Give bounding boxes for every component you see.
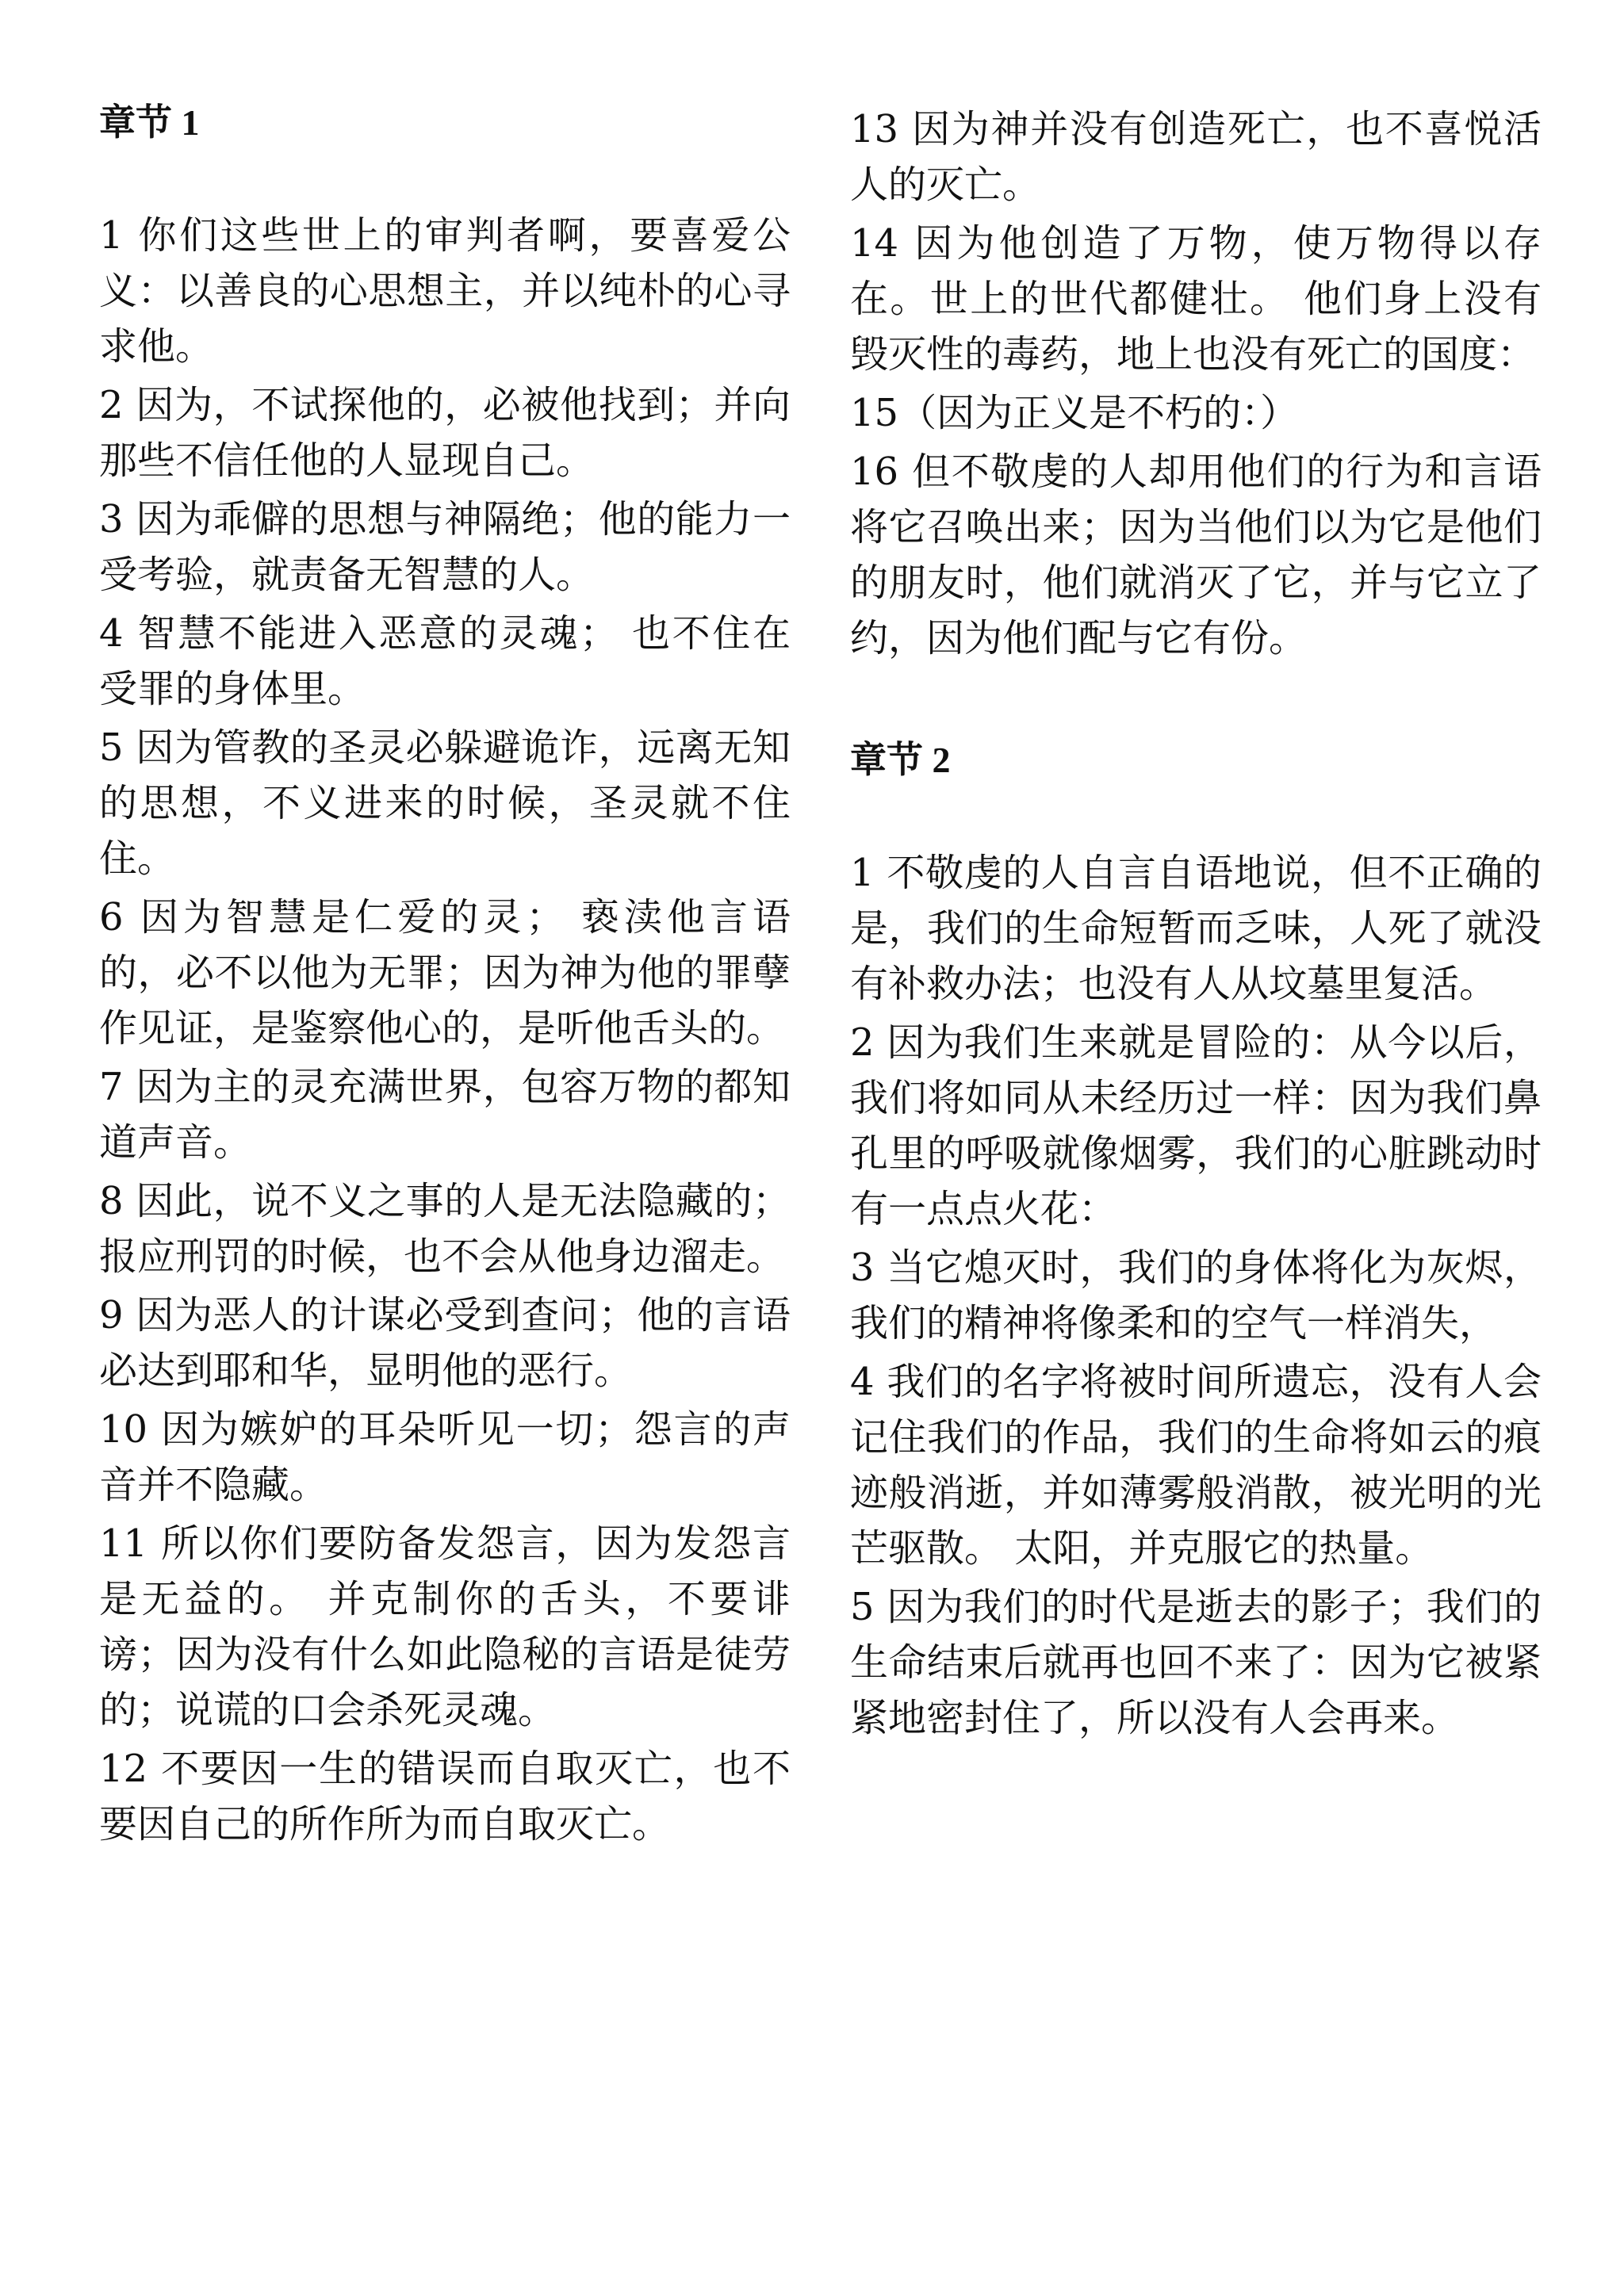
chapter-1-heading: 章节 1 — [99, 102, 200, 143]
right-column — [850, 101, 1542, 1749]
verse-1-3: 3 因为乖僻的思想与神隔绝；他的能力一受考验，就责备无智慧的人。 — [99, 497, 791, 597]
verse-2-4: 4 我们的名字将被时间所遗忘，没有人会记住我们的作品，我们的生命将如云的痕迹般消逝，并如薄雾般消散，被光明的光芒驱散。 太阳，并克服它的热量。 — [850, 1360, 1542, 1571]
verse-1-8: 8 因此，说不义之事的人是无法隐藏的；报应刑罚的时候，也不会从他身边溜走。 — [99, 1179, 791, 1279]
verse-1-12: 12 不要因一生的错误而自取灭亡，也不要因自己的所作所为而自取灭亡。 — [99, 1747, 791, 1846]
verse-1-2: 2 因为，不试探他的，必被他找到；并向那些不信任他的人显现自己。 — [99, 383, 791, 483]
chapter-2-heading: 章节 2 — [850, 740, 951, 780]
verse-1-6: 6 因为智慧是仁爱的灵； 亵渎他言语的，必不以他为无罪；因为神为他的罪孽作见证，是鉴察他心的，是听他舌头的。 — [99, 895, 791, 1050]
verse-1-9: 9 因为恶人的计谋必受到查问；他的言语必达到耶和华，显明他的恶行。 — [99, 1293, 791, 1393]
verse-1-11: 11 所以你们要防备发怨言，因为发怨言是无益的。 并克制你的舌头，不要诽谤；因为没有什么如此隐秘的言语是徒劳的；说谎的口会杀死灵魂。 — [99, 1521, 791, 1732]
chapter-gap — [850, 669, 1542, 733]
verse-1-10: 10 因为嫉妒的耳朵听见一切；怨言的声音并不隐藏。 — [99, 1407, 791, 1507]
verse-2-3: 3 当它熄灭时，我们的身体将化为灰烬，我们的精神将像柔和的空气一样消失， — [850, 1246, 1542, 1345]
verse-2-2: 2 因为我们生来就是冒险的：从今以后，我们将如同从未经历过一样：因为我们鼻孔里的呼吸就像烟雾，我们的心脏跳动时有一点点火花： — [850, 1020, 1542, 1231]
verse-1-1: 1 你们这些世上的审判者啊，要喜爱公义：以善良的心思想主，并以纯朴的心寻求他。 — [99, 213, 791, 369]
verse-1-14: 14 因为他创造了万物，使万物得以存在。世上的世代都健壮。 他们身上没有毁灭性的毒药，地上也没有死亡的国度： — [850, 221, 1542, 377]
verse-1-13: 13 因为神并没有创造死亡，也不喜悦活人的灭亡。 — [850, 107, 1542, 207]
verse-1-7: 7 因为主的灵充满世界，包容万物的都知道声音。 — [99, 1065, 791, 1165]
verse-2-5: 5 因为我们的时代是逝去的影子；我们的生命结束后就再也回不来了：因为它被紧紧地密封住了，所以没有人会再来。 — [850, 1585, 1542, 1740]
verse-1-4: 4 智慧不能进入恶意的灵魂； 也不住在受罪的身体里。 — [99, 611, 791, 711]
verse-1-16: 16 但不敬虔的人却用他们的行为和言语将它召唤出来；因为当他们以为它是他们的朋友时，他们就消灭了它，并与它立了约，因为他们配与它有份。 — [850, 450, 1542, 660]
verse-2-1: 1 不敬虔的人自言自语地说，但不正确的是，我们的生命短暂而乏味，人死了就没有补救办法；也没有人从坟墓里复活。 — [850, 851, 1542, 1006]
verse-1-15: 15（因为正义是不朽的：） — [850, 391, 1299, 435]
left-column — [99, 95, 791, 1855]
verse-1-5: 5 因为管教的圣灵必躲避诡诈，远离无知的思想，不义进来的时候，圣灵就不住住。 — [99, 725, 791, 881]
